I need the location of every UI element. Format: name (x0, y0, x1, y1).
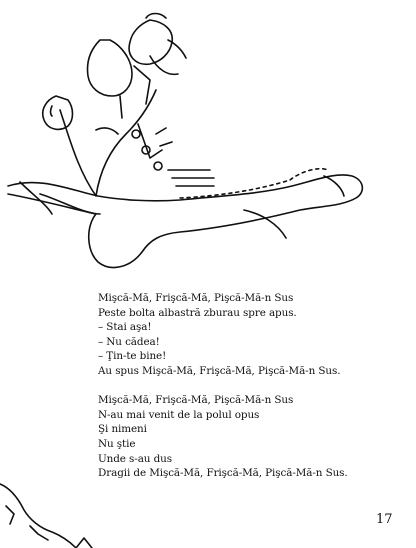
stanza-break (98, 379, 398, 394)
poem-line: Mişcă-Mă, Frişcă-Mă, Pişcă-Mă-n Sus (98, 394, 294, 407)
poem-line: Şi nimeni (98, 423, 147, 436)
poem-line: Au spus Mişcă-Mă, Frişcă-Mă, Pişcă-Mă-n Sus. (98, 364, 341, 377)
poem-line: Unde s-au dus (98, 452, 172, 465)
poem-line: – Stai aşa! (98, 321, 152, 334)
page-number: 17 (376, 512, 393, 527)
poem-line: – Ţin-te bine! (98, 350, 167, 363)
poem-line: N-au mai venit de la polul opus (98, 408, 260, 421)
poem-line: Dragii de Mişcă-Mă, Frişcă-Mă, Pişcă-Mă-n Sus. (98, 467, 348, 480)
poem-line: Mişcă-Mă, Frişcă-Mă, Pişcă-Mă-n Sus (98, 292, 294, 304)
poem-line: – Nu cădea! (98, 335, 160, 348)
poem-line: Nu ştie (98, 437, 136, 450)
poem-text (98, 291, 398, 481)
corner-sketch (0, 476, 120, 548)
poem-line: Peste bolta albastră zburau spre apus. (98, 306, 297, 319)
